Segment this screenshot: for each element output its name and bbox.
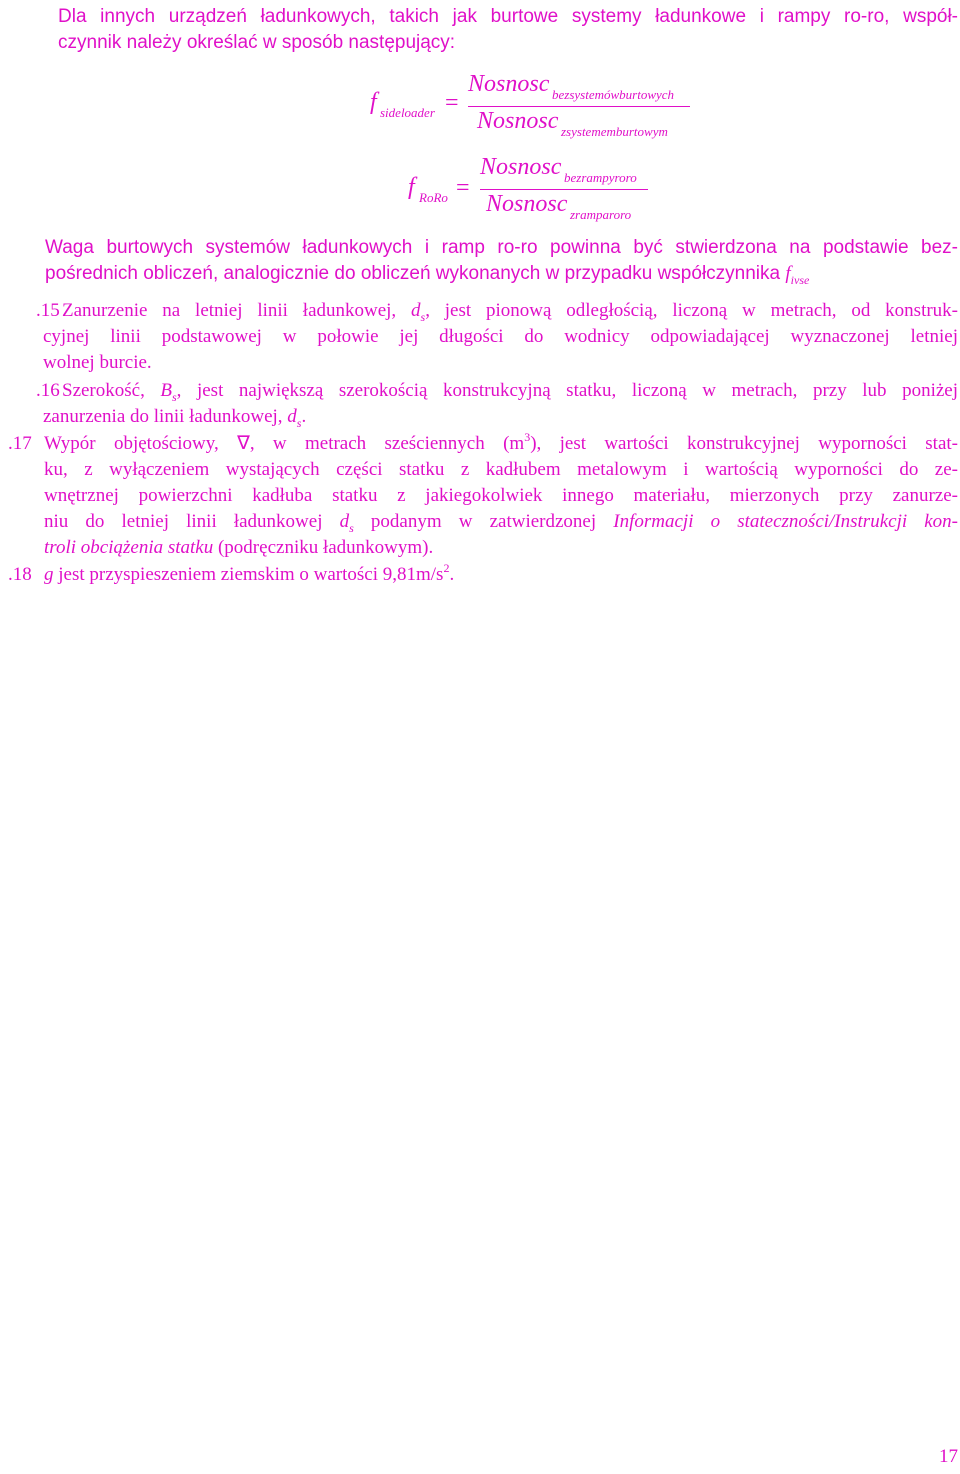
p16-d: d xyxy=(287,406,297,427)
p16-line-1 xyxy=(62,378,958,405)
p16-l2a: zanurzenia do linii ładunkowej, xyxy=(43,406,288,427)
p15-line-3: wolnej burcie. xyxy=(43,352,152,373)
p15-d: d xyxy=(411,300,421,321)
p17-line-4 xyxy=(44,509,958,536)
p17-d-sub: s xyxy=(349,521,354,535)
p16-line-2 xyxy=(43,404,306,431)
waga-f-sub: ivse xyxy=(790,273,810,287)
p16-l1a: Szerokość, xyxy=(62,380,161,401)
eq2-denominator-sub: zramparoro xyxy=(570,207,632,222)
p18-line xyxy=(44,562,454,589)
eq2-numerator: Nosnosc xyxy=(480,154,562,180)
eq2-f-sub: RoRo xyxy=(419,190,448,205)
intro-line-2: czynnik należy określać w sposób następujący: xyxy=(58,32,456,53)
waga-f-symbol: f xyxy=(785,263,791,284)
p15-line-2: cyjnej linii podstawowej w połowie jej długości do wodnicy odpowiadającej wyznaczonej letniej xyxy=(43,326,958,347)
p15-line-1 xyxy=(62,298,958,325)
eq1-fraction-bar xyxy=(468,106,690,107)
p18-number: .18 xyxy=(8,564,32,585)
p17-l4a: niu do letniej linii ładunkowej xyxy=(44,511,340,532)
eq1-denominator-sub: zsystememburtowym xyxy=(561,124,668,139)
p17-line-3: wnętrznej powierzchni kadłuba statku z jakiegokolwiek innego materiału, mierzonych przy zanurze- xyxy=(44,485,958,506)
p17-l5b: (podręczniku ładunkowym). xyxy=(213,537,434,558)
eq2-denominator: Nosnosc xyxy=(486,191,568,217)
p17-l5-italic: troli obciążenia statku xyxy=(44,537,214,558)
p17-l1b: ), jest wartości konstrukcyjnej wyporności stat- xyxy=(530,433,958,454)
p17-line-1 xyxy=(44,431,958,458)
p17-l4-italic: Informacji o stateczności/Instrukcji kon- xyxy=(613,511,959,532)
p17-d: d xyxy=(339,511,350,532)
p15-d-sub: s xyxy=(420,310,426,324)
eq2-fraction-bar xyxy=(480,189,648,190)
p16-b-sub: s xyxy=(172,390,177,404)
p16-d-sub: s xyxy=(296,416,302,430)
eq1-equals: = xyxy=(445,90,459,116)
page-number: 17 xyxy=(939,1446,958,1467)
eq1-f-sub: sideloader xyxy=(380,105,435,120)
eq2-equals: = xyxy=(456,175,470,201)
p18-g: g xyxy=(44,564,54,585)
p16-b: B xyxy=(160,380,172,401)
eq1-denominator: Nosnosc xyxy=(477,108,559,134)
p18-sup: 2 xyxy=(443,561,450,575)
p17-line-2: ku, z wyłączeniem wystających części statku z kadłubem metalowym i wartością wyporności do ze- xyxy=(44,459,958,480)
p17-sup: 3 xyxy=(524,430,531,444)
p15-l1a: Zanurzenie na letniej linii ładunkowej, xyxy=(62,300,412,321)
eq2-numerator-sub: bezrampyroro xyxy=(564,170,637,185)
p16-l1b: , jest największą szerokością konstrukcyjną statku, liczoną w metrach, przy lub poniżej xyxy=(176,380,959,401)
waga-line-2 xyxy=(45,261,809,288)
eq2-f: f xyxy=(408,174,415,200)
p17-number: .17 xyxy=(8,433,32,454)
p17-l4b: podanym w zatwierdzonej xyxy=(353,511,614,532)
eq1-numerator-sub: bezsystemówburtowych xyxy=(552,87,675,102)
p16-number: .16 xyxy=(36,380,60,401)
waga-line-1: Waga burtowych systemów ładunkowych i ramp ro-ro powinna być stwierdzona na podstawie bez- xyxy=(45,237,958,258)
p17-l1a: Wypór objętościowy, ∇, w metrach sześciennych (m xyxy=(44,433,525,454)
p15-number: .15 xyxy=(36,300,60,321)
p15-l1b: , jest pionową odległością, liczoną w metrach, od konstruk- xyxy=(425,300,958,321)
p18-text: jest przyspieszeniem ziemskim o wartości 9,81m/s xyxy=(53,564,444,585)
p18-end: . xyxy=(449,564,455,585)
p16-l2b: . xyxy=(301,406,307,427)
eq1-numerator: Nosnosc xyxy=(468,71,550,97)
eq1-f: f xyxy=(370,89,377,115)
intro-line-1: Dla innych urządzeń ładunkowych, takich jak burtowe systemy ładunkowe i rampy ro-ro, współ- xyxy=(58,6,958,27)
waga-line-2-text: pośrednich obliczeń, analogicznie do obliczeń wykonanych w przypadku współczynnika xyxy=(45,263,786,284)
p17-line-5 xyxy=(44,535,433,561)
